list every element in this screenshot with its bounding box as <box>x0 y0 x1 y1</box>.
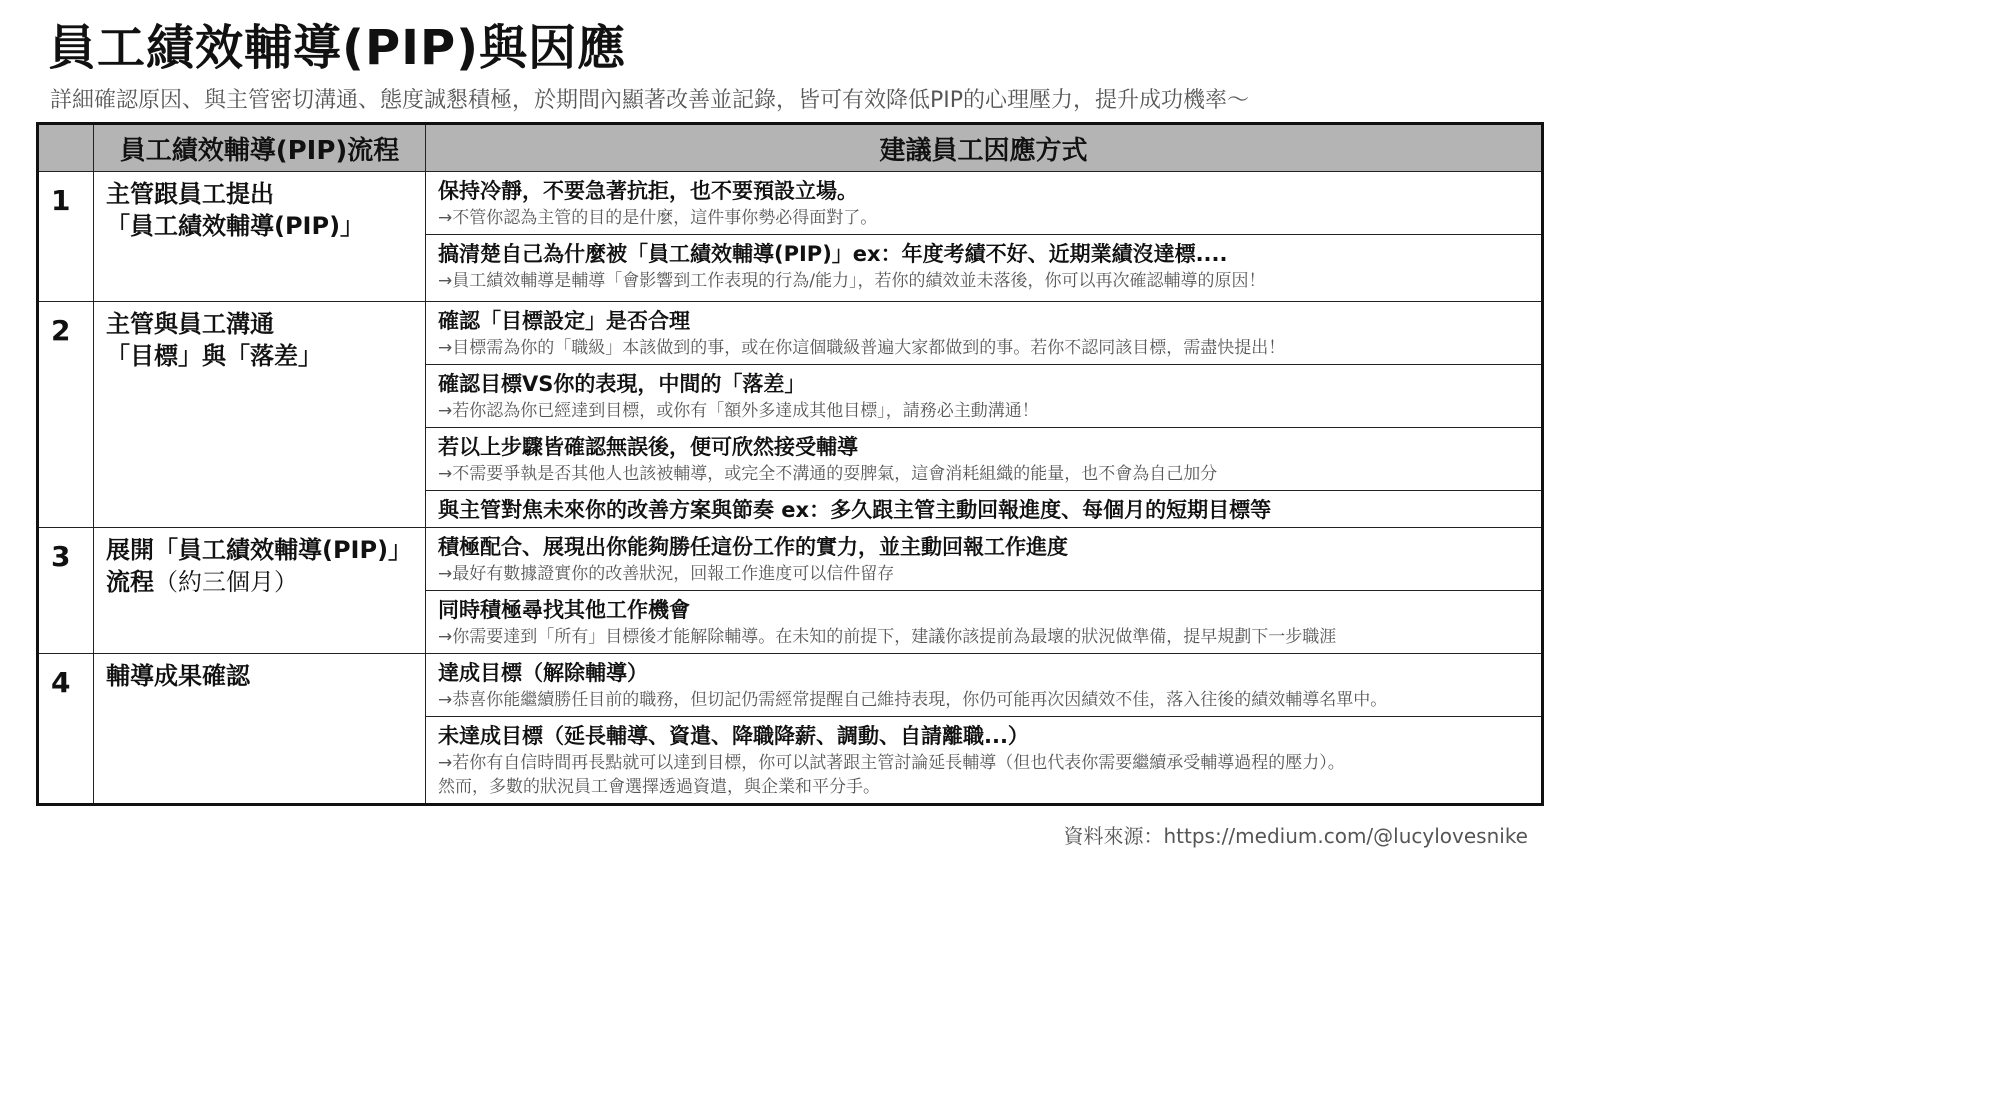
advice-heading: 同時積極尋找其他工作機會 <box>438 598 690 622</box>
advice-detail: →若你有自信時間再長點就可以達到目標，你可以試著跟主管討論延長輔導（但也代表你需要繼續承受輔導過程的壓力）。 <box>438 753 1345 773</box>
advice-heading: 搞清楚自己為什麼被「員工績效輔導(PIP)」ex：年度考績不好、近期業績沒達標.... <box>438 242 1228 266</box>
advice-detail: →恭喜你能繼續勝任目前的職務，但切記仍需經常提醒自己維持表現，你仍可能再次因績效不佳，落入往後的績效輔導名單中。 <box>438 690 1388 710</box>
advice-detail: 然而，多數的狀況員工會選擇透過資遣，與企業和平分手。 <box>438 777 880 797</box>
table-row <box>38 172 1543 235</box>
advice-cell <box>426 235 1543 302</box>
step-label-line: 主管跟員工提出 <box>106 180 274 208</box>
step-label <box>94 528 426 654</box>
step-label-line: 主管與員工溝通 <box>106 310 274 338</box>
advice-heading: 與主管對焦未來你的改善方案與節奏 ex：多久跟主管主動回報進度、每個月的短期目標等 <box>438 498 1272 522</box>
advice-cell <box>426 172 1543 235</box>
table-row <box>38 528 1543 591</box>
advice-cell <box>426 717 1543 805</box>
step-label-line: 「目標」與「落差」 <box>106 342 322 370</box>
advice-heading: 積極配合、展現出你能夠勝任這份工作的實力，並主動回報工作進度 <box>438 535 1068 559</box>
advice-detail: →員工績效輔導是輔導「會影響到工作表現的行為/能力」，若你的績效並未落後，你可以再次確認輔導的原因！ <box>438 271 1266 291</box>
advice-cell <box>426 528 1543 591</box>
header-response: 建議員工因應方式 <box>426 124 1543 172</box>
header-num <box>38 124 94 172</box>
advice-heading: 保持冷靜，不要急著抗拒，也不要預設立場。 <box>438 179 858 203</box>
advice-heading: 確認目標VS你的表現，中間的「落差」 <box>438 372 806 396</box>
advice-detail: →目標需為你的「職級」本該做到的事，或在你這個職級普遍大家都做到的事。若你不認同該目標，需盡快提出！ <box>438 338 1286 358</box>
advice-detail: →最好有數據證實你的改善狀況，回報工作進度可以信件留存 <box>438 564 895 584</box>
advice-detail: →不需要爭執是否其他人也該被輔導，或完全不溝通的耍脾氣，這會消耗組織的能量，也不會為自己加分 <box>438 464 1218 484</box>
table-row <box>38 302 1543 365</box>
step-label <box>94 172 426 302</box>
table-row <box>38 654 1543 717</box>
step-label <box>94 654 426 805</box>
step-label-line: 輔導成果確認 <box>106 662 250 690</box>
advice-heading: 確認「目標設定」是否合理 <box>438 309 690 333</box>
advice-cell <box>426 302 1543 365</box>
advice-cell <box>426 591 1543 654</box>
table-header-row <box>38 124 1543 172</box>
page-title: 員工績效輔導(PIP)與因應 <box>48 20 627 76</box>
step-label-text: 流程 <box>106 568 154 596</box>
step-label-line: 「員工績效輔導(PIP)」 <box>106 212 365 240</box>
advice-cell <box>426 491 1543 528</box>
step-duration: （約三個月） <box>154 568 298 596</box>
advice-cell <box>426 428 1543 491</box>
step-label-line: 展開「員工績效輔導(PIP)」 <box>106 536 413 564</box>
page-subtitle: 詳細確認原因、與主管密切溝通、態度誠懇積極，於期間內顯著改善並記錄，皆可有效降低PIP的心理壓力，提升成功機率～ <box>50 88 1250 113</box>
step-number: 1 <box>38 172 94 302</box>
source-citation: 資料來源：https://medium.com/@lucylovesnike <box>1063 824 1528 848</box>
advice-cell <box>426 654 1543 717</box>
step-number: 4 <box>38 654 94 805</box>
step-label-line <box>106 566 425 598</box>
advice-detail: →不管你認為主管的目的是什麼，這件事你勢必得面對了。 <box>438 208 878 228</box>
advice-detail: →若你認為你已經達到目標，或你有「額外多達成其他目標」，請務必主動溝通！ <box>438 401 1039 421</box>
pip-table <box>36 122 1544 806</box>
advice-heading: 未達成目標（延長輔導、資遣、降職降薪、調動、自請離職...） <box>438 724 1029 748</box>
advice-cell <box>426 365 1543 428</box>
header-process: 員工績效輔導(PIP)流程 <box>94 124 426 172</box>
advice-detail: →你需要達到「所有」目標後才能解除輔導。在未知的前提下，建議你該提前為最壞的狀況做準備，提早規劃下一步職涯 <box>438 627 1337 647</box>
step-number: 2 <box>38 302 94 528</box>
step-label <box>94 302 426 528</box>
step-number: 3 <box>38 528 94 654</box>
advice-heading: 達成目標（解除輔導） <box>438 661 648 685</box>
advice-heading: 若以上步驟皆確認無誤後，便可欣然接受輔導 <box>438 435 858 459</box>
